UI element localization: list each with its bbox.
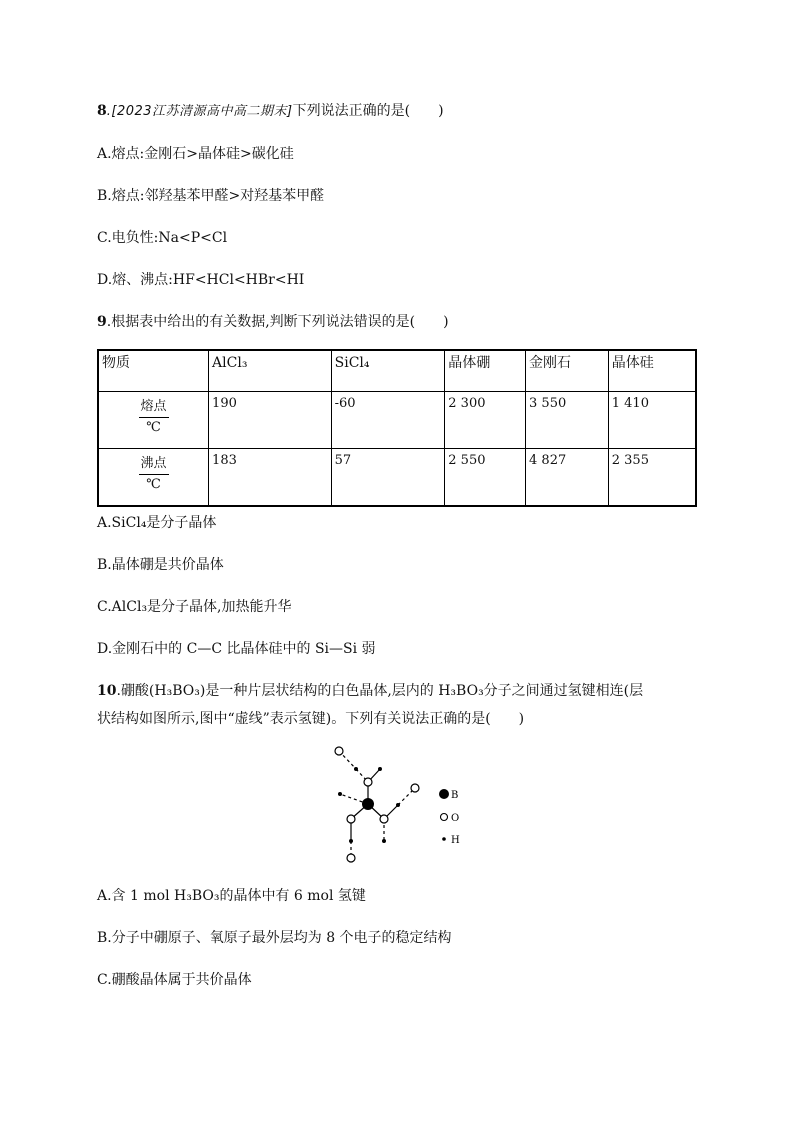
q8-number: 8 — [97, 103, 107, 119]
row-label-unit: ℃ — [146, 419, 161, 435]
q9-number: 9 — [97, 314, 107, 330]
table-header-cell: AlCl₃ — [209, 350, 332, 392]
oxygen-atom — [335, 747, 343, 755]
legend-label-h: H — [451, 835, 460, 846]
q9-data-table — [97, 349, 697, 507]
table-cell: 57 — [331, 449, 445, 507]
q8-stem-text: 下列说法正确的是( ) — [292, 103, 444, 119]
row-label-top: 沸点 — [139, 455, 169, 475]
table-cell: 1 410 — [608, 392, 696, 449]
table-cell: -60 — [331, 392, 445, 449]
table-cell: 4 827 — [526, 449, 609, 507]
table-header-row — [98, 350, 696, 392]
q10-option-a: A.含 1 mol H₃BO₃的晶体中有 6 mol 氢键 — [97, 888, 366, 904]
table-header-cell: 金刚石 — [526, 350, 609, 392]
table-header-cell: 晶体硅 — [608, 350, 696, 392]
hydrogen-atom — [338, 792, 342, 796]
table-header-cell: 物质 — [98, 350, 209, 392]
row-label-unit: ℃ — [146, 476, 161, 492]
legend-hydrogen-icon — [442, 837, 446, 841]
q10-option-b: B.分子中硼原子、氧原子最外层均为 8 个电子的稳定结构 — [97, 930, 452, 946]
q9-option-c: C.AlCl₃是分子晶体,加热能升华 — [97, 599, 292, 615]
table-row — [98, 449, 696, 507]
table-header-cell: SiCl₄ — [331, 350, 445, 392]
q8-option-c: C.电负性:Na<P<Cl — [97, 230, 228, 246]
q9-option-d: D.金刚石中的 C—C 比晶体硅中的 Si—Si 弱 — [97, 641, 376, 657]
q10-stem-text: .硼酸(H₃BO₃)是一种片层状结构的白色晶体,层内的 H₃BO₃分子之间通过氢键相连(层 — [116, 683, 644, 699]
table-row — [98, 392, 696, 449]
legend-label-b: B — [451, 790, 459, 801]
legend-label-o: O — [451, 813, 460, 824]
oxygen-atom — [411, 784, 419, 792]
table-cell: 183 — [209, 449, 332, 507]
oxygen-atom — [364, 778, 372, 786]
q10-option-c: C.硼酸晶体属于共价晶体 — [97, 972, 252, 988]
row-label-melting-point — [98, 392, 209, 449]
q8-option-b: B.熔点:邻羟基苯甲醛>对羟基苯甲醛 — [97, 188, 325, 204]
q9-option-b: B.晶体硼是共价晶体 — [97, 557, 224, 573]
table-cell: 3 550 — [526, 392, 609, 449]
table-cell: 190 — [209, 392, 332, 449]
q8-option-a: A.熔点:金刚石>晶体硅>碳化硅 — [97, 146, 294, 162]
hydrogen-atom — [382, 839, 386, 843]
legend-boron-icon — [439, 789, 449, 799]
table-cell: 2 355 — [608, 449, 696, 507]
legend-oxygen-icon — [441, 814, 448, 821]
hydrogen-atom — [354, 767, 358, 771]
q9-stem-text: .根据表中给出的有关数据,判断下列说法错误的是( ) — [106, 314, 449, 330]
q10-stem-line2: 状结构如图所示,图中“虚线”表示氢键)。下列有关说法正确的是( ) — [97, 711, 525, 727]
q8-stem — [97, 101, 444, 122]
q8-source: .[2023江苏清源高中高二期末] — [106, 104, 293, 119]
q10-number: 10 — [97, 683, 117, 699]
row-label-top: 熔点 — [139, 398, 169, 418]
oxygen-atom — [347, 815, 355, 823]
table-header-cell: 晶体硼 — [445, 350, 526, 392]
row-label-boiling-point — [98, 449, 209, 507]
hydrogen-atom — [378, 767, 382, 771]
oxygen-atom — [347, 854, 355, 862]
hydrogen-atom — [396, 803, 400, 807]
q9-option-a: A.SiCl₄是分子晶体 — [97, 515, 217, 531]
boron-atom — [362, 798, 374, 810]
oxygen-atom — [380, 815, 388, 823]
table-cell: 2 550 — [445, 449, 526, 507]
q10-stem-line1 — [97, 681, 643, 701]
table-cell: 2 300 — [445, 392, 526, 449]
q9-stem — [97, 312, 449, 332]
boric-acid-structure-diagram — [320, 742, 470, 867]
q8-option-d: D.熔、沸点:HF<HCl<HBr<HI — [97, 272, 305, 288]
hydrogen-atom — [349, 839, 353, 843]
